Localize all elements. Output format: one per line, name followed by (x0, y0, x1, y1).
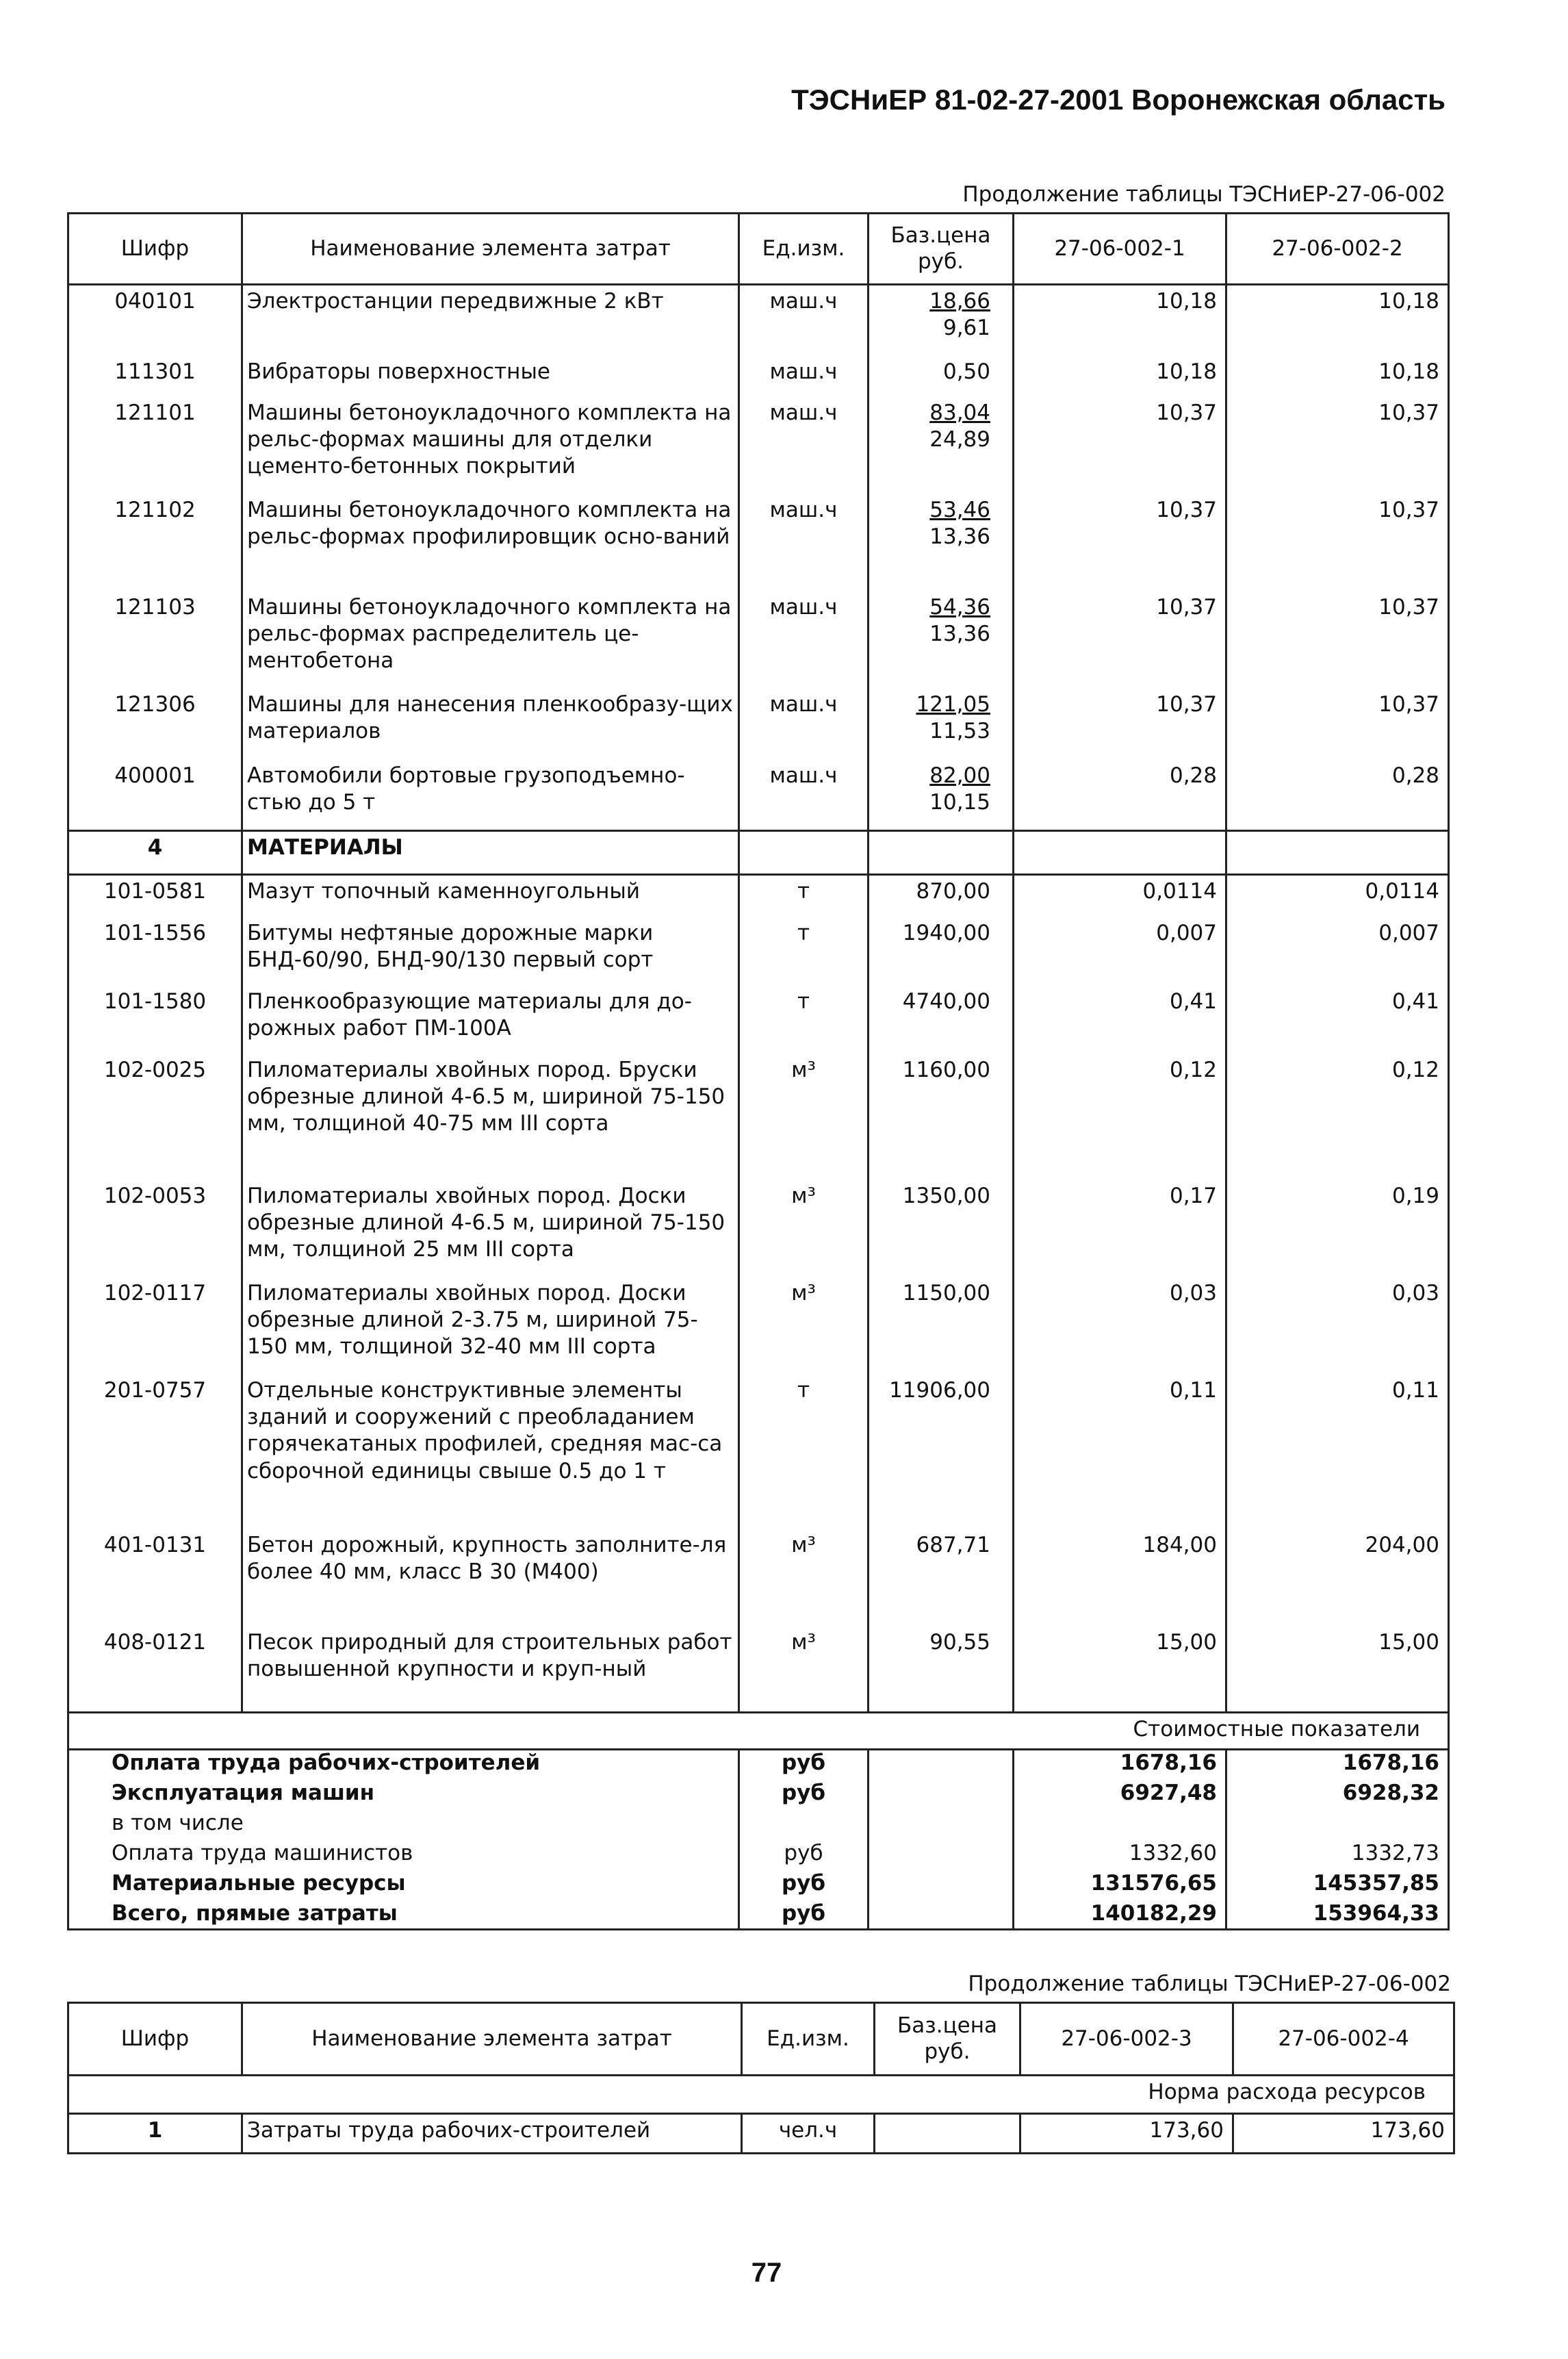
row-value-1: 0,0114 (1014, 875, 1226, 917)
table-row (68, 1627, 1449, 1713)
header-col1: 27-06-002-1 (1014, 214, 1226, 285)
row-value-1: 184,00 (1014, 1529, 1226, 1627)
summary-unit: руб (739, 1899, 869, 1930)
summary-value-2: 6928,32 (1226, 1778, 1449, 1809)
price-current: 18,66 (929, 289, 990, 314)
row-name: Отдельные конструктивные элементы зданий и сооружений с преобладанием горячекатаных профилей, средняя мас-са сборочной единицы свыше 0.5 до 1 т (242, 1375, 739, 1529)
row-unit: т (739, 875, 869, 917)
row-code: 121306 (68, 689, 242, 760)
row-price: 1940,00 (869, 917, 1014, 986)
row-value-2: 10,18 (1226, 356, 1449, 397)
price-wage: 9,61 (942, 316, 990, 341)
summary-label: Всего, прямые затраты (68, 1899, 739, 1930)
summary-label: Материальные ресурсы (68, 1869, 739, 1899)
resource-table-2 (67, 2002, 1455, 2154)
row-name: Битумы нефтяные дорожные марки БНД-60/90, БНД-90/130 первый сорт (242, 917, 739, 986)
price-current: 53,46 (929, 497, 990, 522)
table-row (68, 1529, 1449, 1627)
summary-value-1: 1332,60 (1014, 1839, 1226, 1869)
row-value-2: 0,03 (1226, 1277, 1449, 1375)
row-name: Пленкообразующие материалы для до-рожных работ ПМ-100А (242, 986, 739, 1054)
row-unit: т (739, 986, 869, 1054)
summary-price (869, 1809, 1014, 1839)
norm-header: Норма расхода ресурсов (68, 2076, 1454, 2114)
table1-caption: Продолжение таблицы ТЭСНиЕР-27-06-002 (962, 182, 1445, 207)
table1-header-row (68, 214, 1449, 285)
summary-price (869, 1869, 1014, 1899)
summary-unit: руб (739, 1839, 869, 1869)
row-name: Машины бетоноукладочного комплекта на рельс-формах машины для отделки цементо-бетонных покрытий (242, 397, 739, 494)
material-rows (68, 875, 1449, 1713)
row-v2: 173,60 (1233, 2114, 1454, 2154)
row-value-2: 0,0114 (1226, 875, 1449, 917)
header-col3: 27-06-002-3 (1020, 2003, 1233, 2076)
row-code: 201-0757 (68, 1375, 242, 1529)
row-code: 111301 (68, 356, 242, 397)
table-row (68, 760, 1449, 831)
row-name: Пиломатериалы хвойных пород. Доски обрезные длиной 4-6.5 м, шириной 75-150 мм, толщиной 25 мм III сорта (242, 1180, 739, 1277)
table-row (68, 875, 1449, 917)
price-current: 121,05 (916, 691, 990, 717)
row-value-1: 0,12 (1014, 1054, 1226, 1180)
row-price (869, 356, 1014, 397)
header-col2: 27-06-002-2 (1226, 214, 1449, 285)
row-value-2: 0,12 (1226, 1054, 1449, 1180)
row-code: 121103 (68, 591, 242, 689)
price-current: 54,36 (929, 594, 990, 620)
summary-unit (739, 1809, 869, 1839)
header-unit: Ед.изм. (739, 214, 869, 285)
row-unit: маш.ч (739, 689, 869, 760)
summary-price (869, 1778, 1014, 1809)
row-unit: м³ (739, 1180, 869, 1277)
row-value-1: 0,007 (1014, 917, 1226, 986)
table-row (68, 1180, 1449, 1277)
row-name: Машины для нанесения пленкообразу-щих материалов (242, 689, 739, 760)
summary-value-1: 140182,29 (1014, 1899, 1226, 1930)
row-value-2: 15,00 (1226, 1627, 1449, 1713)
row-name: Машины бетоноукладочного комплекта на рельс-формах распределитель це-ментобетона (242, 591, 739, 689)
page-number: 77 (751, 2258, 782, 2288)
row-name: Пиломатериалы хвойных пород. Бруски обрезные длиной 4-6.5 м, шириной 75-150 мм, толщиной 40-75 мм III сорта (242, 1054, 739, 1180)
cost-summary-table (67, 1748, 1450, 1930)
row-name: Бетон дорожный, крупность заполните-ля более 40 мм, класс В 30 (М400) (242, 1529, 739, 1627)
row-unit: м³ (739, 1529, 869, 1627)
table-row (68, 397, 1449, 494)
section-row (68, 831, 1449, 875)
summary-value-1 (1014, 1809, 1226, 1839)
row-value-2: 0,19 (1226, 1180, 1449, 1277)
row-code: 121101 (68, 397, 242, 494)
header-code: Шифр (68, 2003, 242, 2076)
row-code: 101-1580 (68, 986, 242, 1054)
summary-unit: руб (739, 1748, 869, 1778)
row-value-2: 0,41 (1226, 986, 1449, 1054)
price-current: 0,50 (942, 359, 990, 384)
row-code: 102-0053 (68, 1180, 242, 1277)
row-price (869, 591, 1014, 689)
row-unit: м³ (739, 1627, 869, 1713)
summary-row (68, 1748, 1449, 1778)
summary-unit: руб (739, 1869, 869, 1899)
row-code: 101-0581 (68, 875, 242, 917)
row-value-1: 15,00 (1014, 1627, 1226, 1713)
summary-row (68, 1809, 1449, 1839)
summary-label: в том числе (68, 1809, 739, 1839)
row-value-2: 10,37 (1226, 689, 1449, 760)
table-row (68, 1375, 1449, 1529)
row-code: 401-0131 (68, 1529, 242, 1627)
summary-label: Оплата труда рабочих-строителей (68, 1748, 739, 1778)
row-code: 400001 (68, 760, 242, 831)
row-value-2: 10,37 (1226, 494, 1449, 591)
row-code: 102-0117 (68, 1277, 242, 1375)
row-value-1: 0,11 (1014, 1375, 1226, 1529)
row-price: 90,55 (869, 1627, 1014, 1713)
row-price (869, 397, 1014, 494)
row-unit: м³ (739, 1054, 869, 1180)
summary-price (869, 1839, 1014, 1869)
row-unit: маш.ч (739, 397, 869, 494)
row-value-2: 10,18 (1226, 285, 1449, 356)
summary-label: Эксплуатация машин (68, 1778, 739, 1809)
row-price: 1350,00 (869, 1180, 1014, 1277)
table-row (68, 494, 1449, 591)
row-unit: м³ (739, 1277, 869, 1375)
summary-price (869, 1748, 1014, 1778)
row-value-1: 0,41 (1014, 986, 1226, 1054)
price-wage: 24,89 (929, 426, 990, 452)
table-row (68, 917, 1449, 986)
header-col4: 27-06-002-4 (1233, 2003, 1454, 2076)
summary-label: Оплата труда машинистов (68, 1839, 739, 1869)
row-value-1: 0,17 (1014, 1180, 1226, 1277)
machine-rows (68, 285, 1449, 831)
row-unit: маш.ч (739, 285, 869, 356)
row-unit: маш.ч (739, 494, 869, 591)
table-row (68, 1277, 1449, 1375)
row-price (869, 494, 1014, 591)
header-code: Шифр (68, 214, 242, 285)
row-unit: маш.ч (739, 591, 869, 689)
table2-header-row (68, 2003, 1454, 2076)
row-value-2: 10,37 (1226, 397, 1449, 494)
row-price: 1150,00 (869, 1277, 1014, 1375)
summary-row (68, 1899, 1449, 1930)
row-name: Вибраторы поверхностные (242, 356, 739, 397)
summary-value-1: 6927,48 (1014, 1778, 1226, 1809)
row-value-1: 10,18 (1014, 285, 1226, 356)
row-price (869, 760, 1014, 831)
row-name: Электростанции передвижные 2 кВт (242, 285, 739, 356)
summary-row (68, 1869, 1449, 1899)
summary-value-2: 1678,16 (1226, 1748, 1449, 1778)
row-code: 101-1556 (68, 917, 242, 986)
row-unit: маш.ч (739, 356, 869, 397)
row-price (869, 689, 1014, 760)
summary-value-2: 145357,85 (1226, 1869, 1449, 1899)
summary-row (68, 1839, 1449, 1869)
row-unit: чел.ч (742, 2114, 875, 2154)
row-name: Мазут топочный каменноугольный (242, 875, 739, 917)
row-value-2: 10,37 (1226, 591, 1449, 689)
summary-value-2: 1332,73 (1226, 1839, 1449, 1869)
row-unit: маш.ч (739, 760, 869, 831)
row-value-1: 0,28 (1014, 760, 1226, 831)
row-name: Песок природный для строительных работ повышенной крупности и круп-ный (242, 1627, 739, 1713)
header-name: Наименование элемента затрат (242, 2003, 742, 2076)
row-value-1: 10,37 (1014, 397, 1226, 494)
header-price: Баз.цена руб. (875, 2003, 1020, 2076)
row-price: 687,71 (869, 1529, 1014, 1627)
row-code: 408-0121 (68, 1627, 242, 1713)
row-value-1: 10,37 (1014, 689, 1226, 760)
table2-caption: Продолжение таблицы ТЭСНиЕР-27-06-002 (968, 1972, 1451, 1996)
summary-value-2: 153964,33 (1226, 1899, 1449, 1930)
table-row (68, 986, 1449, 1054)
row-code: 040101 (68, 285, 242, 356)
summary-row (68, 1778, 1449, 1809)
row-name: Машины бетоноукладочного комплекта на рельс-формах профилировщик осно-ваний (242, 494, 739, 591)
section-code: 4 (68, 831, 242, 875)
row-price: 4740,00 (869, 986, 1014, 1054)
row-price: 11906,00 (869, 1375, 1014, 1529)
summary-value-1: 1678,16 (1014, 1748, 1226, 1778)
table-row (68, 356, 1449, 397)
row-value-2: 0,11 (1226, 1375, 1449, 1529)
row-v1: 173,60 (1020, 2114, 1233, 2154)
row-price: 1160,00 (869, 1054, 1014, 1180)
row-price (875, 2114, 1020, 2154)
row-name: Пиломатериалы хвойных пород. Доски обрезные длиной 2-3.75 м, шириной 75-150 мм, толщиной 32-40 мм III сорта (242, 1277, 739, 1375)
row-value-2: 0,007 (1226, 917, 1449, 986)
table-row (68, 2114, 1454, 2154)
row-value-2: 0,28 (1226, 760, 1449, 831)
header-price: Баз.цена руб. (869, 214, 1014, 285)
price-wage: 11,53 (929, 718, 990, 743)
summary-unit: руб (739, 1778, 869, 1809)
row-name: Автомобили бортовые грузоподъемно-стью до 5 т (242, 760, 739, 831)
price-wage: 13,36 (929, 524, 990, 549)
summary-value-1: 131576,65 (1014, 1869, 1226, 1899)
row-value-1: 10,18 (1014, 356, 1226, 397)
document-title: ТЭСНиЕР 81-02-27-2001 Воронежская область (791, 84, 1445, 116)
table-row (68, 1054, 1449, 1180)
table-row (68, 689, 1449, 760)
table-row (68, 591, 1449, 689)
row-unit: т (739, 917, 869, 986)
row-value-1: 0,03 (1014, 1277, 1226, 1375)
header-unit: Ед.изм. (742, 2003, 875, 2076)
row-code: 121102 (68, 494, 242, 591)
row-value-1: 10,37 (1014, 494, 1226, 591)
row-unit: т (739, 1375, 869, 1529)
price-wage: 13,36 (929, 621, 990, 646)
section-name: МАТЕРИАЛЫ (242, 831, 739, 875)
row-price (869, 285, 1014, 356)
header-name: Наименование элемента затрат (242, 214, 739, 285)
resource-table-1 (67, 212, 1450, 1750)
row-price: 870,00 (869, 875, 1014, 917)
cost-header: Стоимостные показатели (68, 1713, 1449, 1750)
row-code: 1 (68, 2114, 242, 2154)
table-row (68, 285, 1449, 356)
row-value-1: 10,37 (1014, 591, 1226, 689)
cost-header-row (68, 1713, 1449, 1750)
row-code: 102-0025 (68, 1054, 242, 1180)
summary-value-2 (1226, 1809, 1449, 1839)
norm-header-row (68, 2076, 1454, 2114)
price-wage: 10,15 (929, 789, 990, 815)
summary-price (869, 1899, 1014, 1930)
row-name: Затраты труда рабочих-строителей (242, 2114, 742, 2154)
price-current: 83,04 (929, 400, 990, 425)
row-value-2: 204,00 (1226, 1529, 1449, 1627)
price-current: 82,00 (929, 763, 990, 788)
